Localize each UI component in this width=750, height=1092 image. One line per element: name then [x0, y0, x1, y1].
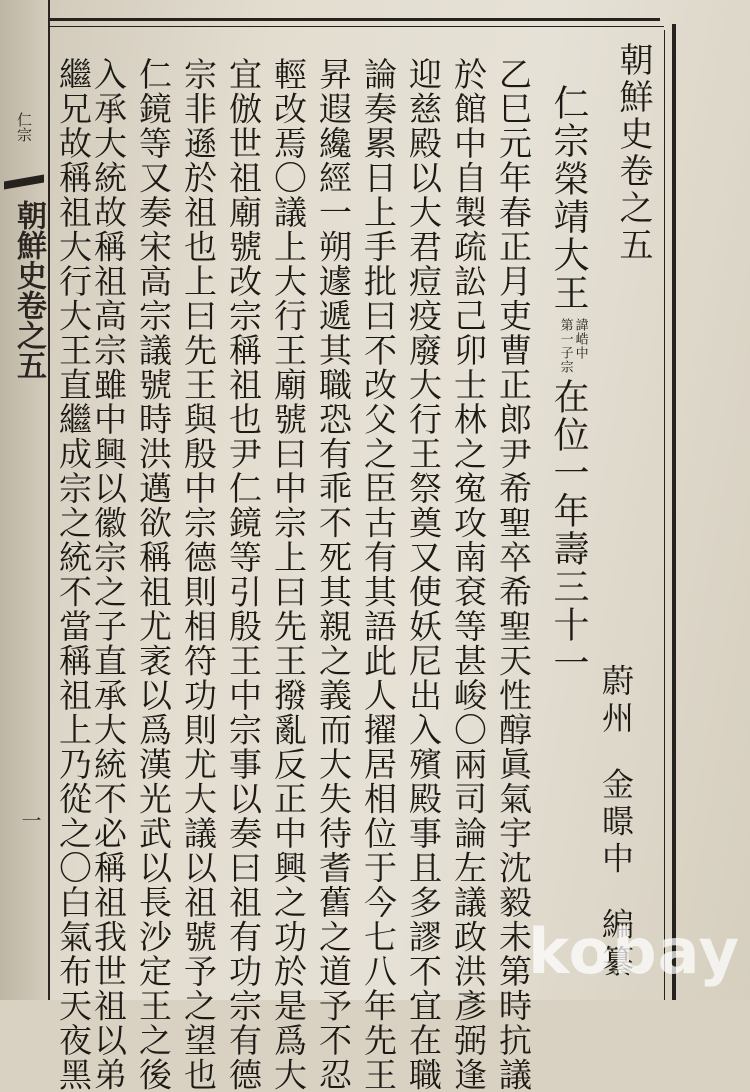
text-column: 宜倣世祖廟號改宗稱祖也尹仁鏡等引殷王中宗事以奏曰祖有功宗有德 [224, 57, 263, 1092]
gutter-section-label: 仁宗 [15, 112, 33, 142]
text-column: 繼兄故稱祖大行大王直繼成宗之統不當稱祖上乃從之〇白氣布天夜黑 [54, 57, 93, 1092]
right-border-outer [672, 24, 676, 1000]
text-column: 宗非遜於祖也上曰先王與殷中宗德則相符功則尤大議以祖號予之望也 [179, 57, 218, 1092]
text-column: 論奏累日上手批曰不改父之臣古有其語此人擢居相位于今七八年先王 [359, 57, 398, 1092]
spine-title: 朝鮮史卷之五 [11, 200, 46, 380]
book-title: 朝鮮史卷之五 [613, 42, 653, 264]
watermark-logo: kobay [528, 915, 740, 988]
king-note-bottom: 第一子宗 [557, 318, 573, 374]
page-gutter [0, 0, 50, 1000]
text-column: 仁鏡等又奏宋高宗議號時洪邁欲稱祖尤袤以爲漢光武以長沙定王之後 [134, 57, 173, 1092]
king-reign: 在位一年壽三十一 [548, 378, 589, 682]
top-border-inner [48, 26, 664, 27]
king-note-top: 諱峼中 [572, 318, 588, 360]
king-name: 仁宗榮靖大王 [548, 84, 589, 312]
text-column: 迎慈殿以大君痘疫廢大行王祭奠又使妖尼出入殯殿事且多謬不宜在職 [404, 57, 443, 1092]
gutter-page-number: 一 [18, 810, 42, 830]
text-column: 輕改焉〇議上大行王廟號曰中宗上曰先王撥亂反正中興之功於是爲大 [269, 57, 308, 1092]
text-column: 昇遐纔經一朔遽遞其職恐有乖不死其親之義而大失待耆舊之道予不忍 [314, 57, 353, 1092]
text-column: 乙巳元年春正月吏曹正郎尹希聖卒希聖天性醇眞氣宇沈毅未第時抗議 [494, 57, 533, 1092]
right-border-inner [664, 30, 665, 1000]
text-column: 入承大統故稱祖高宗雖中興以徽宗之子直承大統不必稱祖我世祖以弟 [89, 57, 128, 1092]
text-column: 於館中自製疏訟己卯士林之寃攻南袞等甚峻〇兩司論左議政洪彥弼逢 [449, 57, 488, 1092]
author-line: 蔚州 金暻中 編纂 [597, 664, 635, 982]
top-border [48, 18, 660, 21]
